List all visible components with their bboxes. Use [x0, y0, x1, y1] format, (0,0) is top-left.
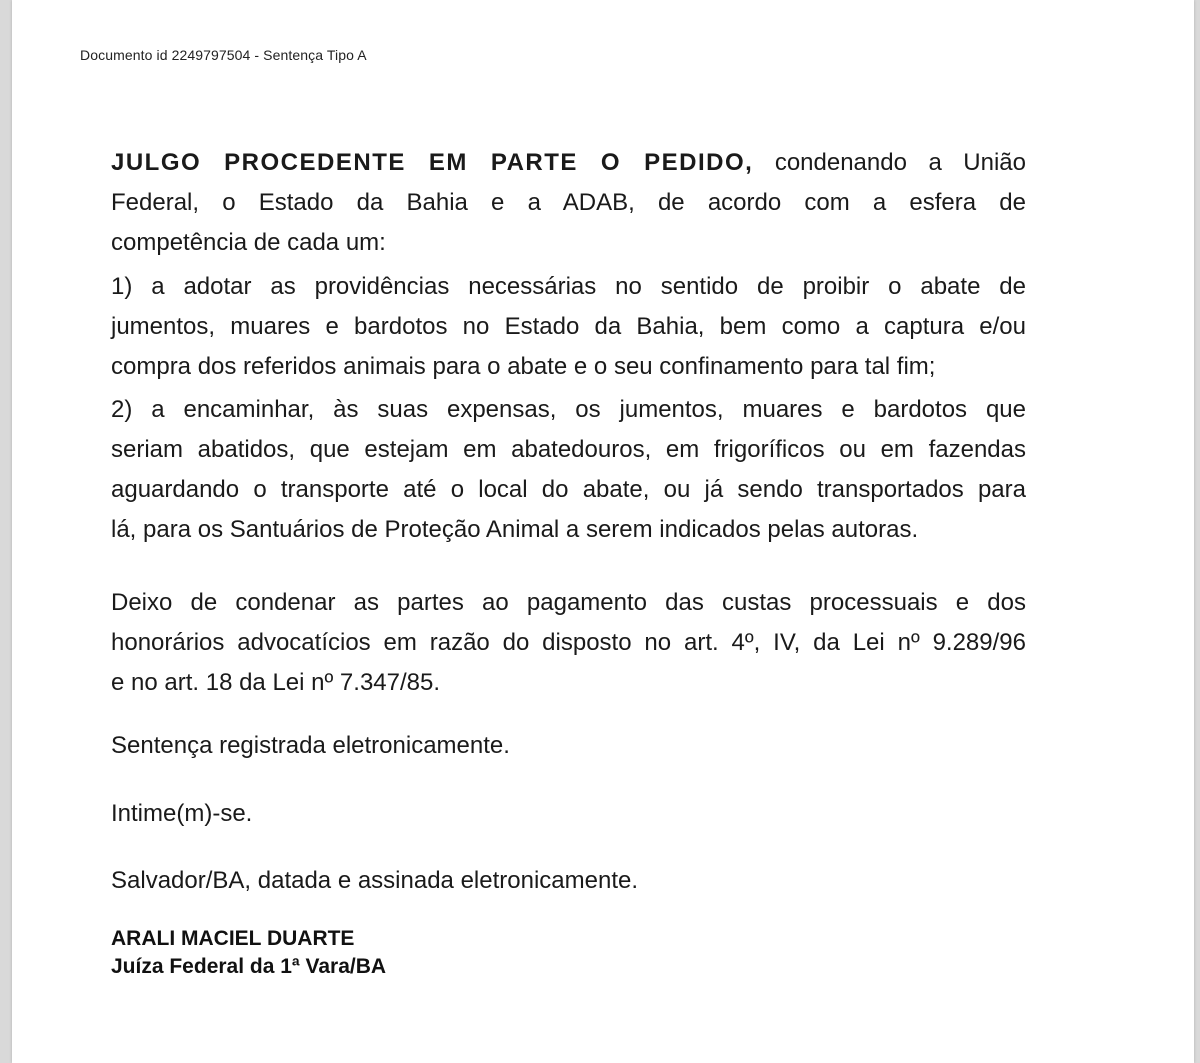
- place-date-paragraph: Salvador/BA, datada e assinada eletronicamente.: [111, 867, 639, 894]
- item-1-line: jumentos, muares e bardotos no Estado da Bahia, bem como a captura e/ou: [111, 313, 1026, 340]
- verdict-text: condenando a União: [774, 149, 1026, 176]
- verdict-bold-text: JULGO PROCEDENTE EM PARTE O PEDIDO,: [111, 149, 754, 176]
- costs-paragraph: [111, 583, 1026, 703]
- item-2-line: seriam abatidos, que estejam em abatedouros, em frigoríficos ou em fazendas: [111, 436, 1026, 463]
- costs-line: Deixo de condenar as partes ao pagamento das custas processuais e dos: [111, 589, 1026, 616]
- item-1-paragraph: [111, 267, 1026, 387]
- signature-name: ARALI MACIEL DUARTE: [111, 927, 355, 950]
- signature-title: Juíza Federal da 1ª Vara/BA: [111, 955, 387, 978]
- item-2-line: lá, para os Santuários de Proteção Animal a serem indicados pelas autoras.: [111, 516, 919, 543]
- item-1-line: 1) a adotar as providências necessárias no sentido de proibir o abate de: [111, 273, 1026, 300]
- verdict-paragraph: [111, 143, 1026, 263]
- item-2-line: aguardando o transporte até o local do abate, ou já sendo transportados para: [111, 476, 1026, 503]
- signature-block: [111, 925, 386, 981]
- document-page: [12, 0, 1194, 1063]
- item-1-line: compra dos referidos animais para o abate e o seu confinamento para tal fim;: [111, 353, 936, 380]
- registered-paragraph: Sentença registrada eletronicamente.: [111, 732, 510, 759]
- item-2-paragraph: [111, 390, 1026, 550]
- verdict-line: competência de cada um:: [111, 229, 386, 256]
- costs-line: e no art. 18 da Lei nº 7.347/85.: [111, 669, 441, 696]
- item-2-line: 2) a encaminhar, às suas expensas, os jumentos, muares e bardotos que: [111, 396, 1026, 423]
- document-header: Documento id 2249797504 - Sentença Tipo A: [80, 47, 367, 63]
- costs-line: honorários advocatícios em razão do disposto no art. 4º, IV, da Lei nº 9.289/96: [111, 629, 1026, 656]
- verdict-line: Federal, o Estado da Bahia e a ADAB, de acordo com a esfera de: [111, 189, 1026, 216]
- intime-paragraph: Intime(m)-se.: [111, 800, 253, 827]
- verdict-line: [111, 143, 1026, 183]
